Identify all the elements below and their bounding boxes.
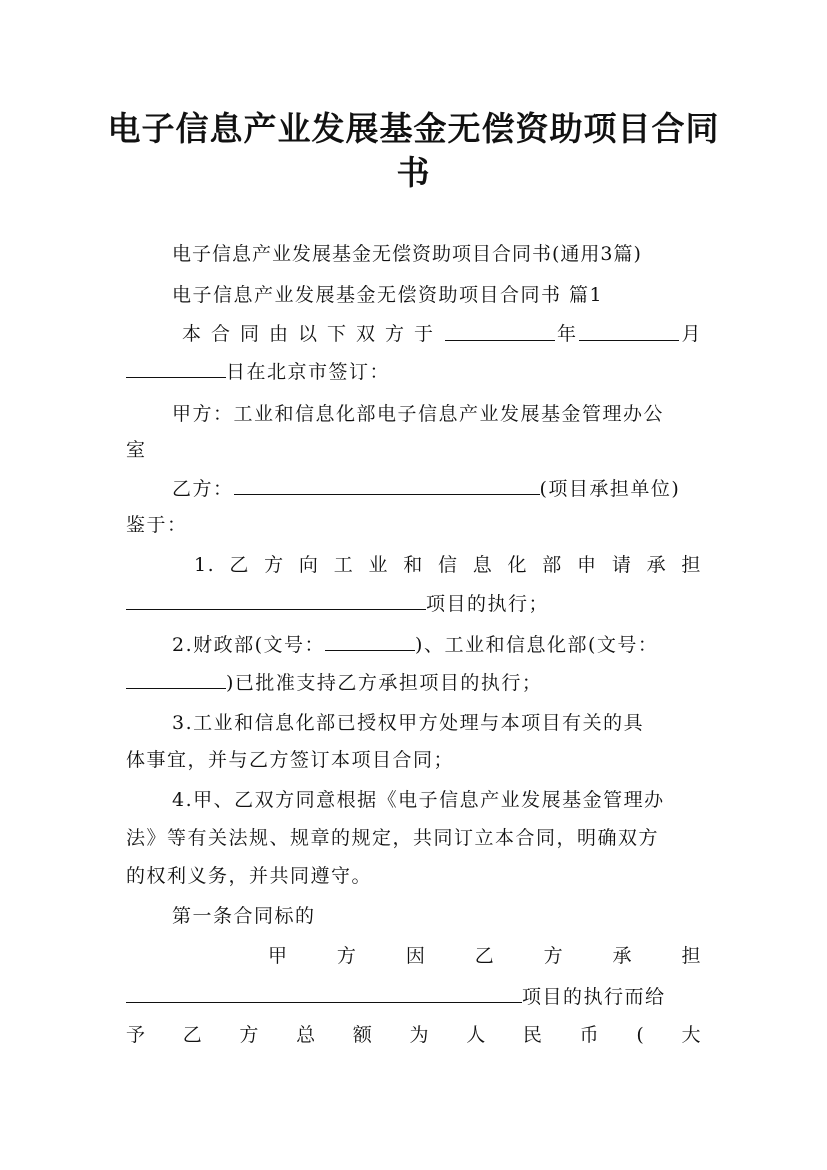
item1-char: 请	[611, 554, 633, 576]
item2-text1: 2.财政部(文号：	[172, 634, 326, 656]
item1-char: 息	[472, 554, 494, 576]
article1-char: 乙	[474, 945, 496, 967]
item2-line1	[172, 632, 717, 657]
article1-char: 总	[296, 1024, 317, 1046]
item1-char: 业	[368, 554, 389, 576]
item1-char: 承	[646, 554, 668, 576]
item2-blank1	[325, 632, 415, 651]
year-label: 年	[556, 323, 578, 345]
document-subtitle: 电子信息产业发展基金无偿资助项目合同书(通用3篇)	[172, 243, 642, 265]
section-heading: 电子信息产业发展基金无偿资助项目合同书 篇1	[172, 284, 604, 306]
item1-project-blank	[126, 591, 426, 610]
article1-char: 为	[409, 1024, 431, 1046]
date-intro-text: 本合同由以下双方于	[182, 323, 444, 345]
item1-char: 申	[577, 554, 598, 576]
document-title-line2: 书	[396, 153, 431, 192]
party-b-line	[172, 476, 702, 501]
article1-line2-tail: 项目的执行而给	[522, 986, 666, 1008]
item2-text2: )、工业和信息化部(文号：	[415, 634, 659, 656]
day-blank	[126, 359, 226, 378]
month-label: 月	[681, 323, 702, 345]
item2-line2	[126, 670, 702, 695]
article1-char: 乙	[182, 1024, 204, 1046]
article1-project-blank	[126, 984, 522, 1003]
article1-char: 人	[466, 1024, 487, 1046]
item1-line1	[194, 553, 702, 577]
article1-char: 币	[579, 1024, 601, 1046]
article1-char: 予	[126, 1024, 147, 1046]
article1-char: 方	[336, 945, 358, 967]
article1-char: 大	[681, 1024, 702, 1046]
item3-line1: 3.工业和信息化部已授权甲方处理与本项目有关的具	[172, 712, 645, 734]
item3-line2: 体事宜，并与乙方签订本项目合同；	[126, 749, 455, 771]
item1-char: 担	[681, 554, 702, 576]
article1-char: 方	[239, 1024, 260, 1046]
article1-char: 担	[681, 945, 702, 967]
party-b-blank	[234, 476, 540, 495]
item1-char: 1.	[194, 554, 216, 576]
document-title-line1: 电子信息产业发展基金无偿资助项目合同	[107, 109, 720, 148]
item1-char: 部	[542, 554, 563, 576]
party-a-line1: 甲方：工业和信息化部电子信息产业发展基金管理办公	[172, 403, 665, 425]
paragraph-date-cont	[126, 359, 702, 384]
item1-tail: 项目的执行；	[426, 593, 550, 615]
article1-char: 甲	[268, 945, 289, 967]
party-b-note: (项目承担单位)	[539, 478, 681, 500]
item1-char: 向	[298, 554, 320, 576]
whereas-label: 鉴于：	[126, 514, 188, 536]
item1-char: 方	[264, 554, 285, 576]
article1-line2	[126, 984, 702, 1009]
month-blank	[579, 322, 679, 341]
date-outro-text: 日在北京市签订：	[226, 361, 391, 383]
article1-char: 方	[543, 945, 565, 967]
party-b-label: 乙方：	[172, 478, 234, 500]
item4-line1: 4.甲、乙双方同意根据《电子信息产业发展基金管理办	[172, 789, 665, 811]
item2-tail: )已批准支持乙方承担项目的执行；	[226, 672, 543, 694]
article1-char: 承	[612, 945, 634, 967]
article1-line3	[126, 1023, 702, 1047]
item4-line2: 法》等有关法规、规章的规定，共同订立本合同，明确双方	[126, 827, 660, 849]
article1-char: 额	[352, 1024, 374, 1046]
item4-line3: 的权利义务，并共同遵守。	[126, 865, 373, 887]
paragraph-date	[182, 322, 702, 346]
item1-char: 化	[507, 554, 529, 576]
year-blank	[445, 322, 555, 341]
article1-char: 民	[522, 1024, 544, 1046]
article1-line1	[268, 944, 702, 968]
party-a-line2: 室	[126, 439, 147, 461]
article1-char: (	[636, 1024, 646, 1046]
article1-heading: 第一条合同标的	[172, 905, 316, 927]
article1-char: 因	[405, 945, 427, 967]
item2-blank2	[126, 670, 226, 689]
item1-char: 和	[403, 554, 424, 576]
item1-line2	[126, 591, 702, 616]
item1-char: 工	[333, 554, 355, 576]
item1-char: 信	[437, 554, 459, 576]
item1-char: 乙	[229, 554, 250, 576]
